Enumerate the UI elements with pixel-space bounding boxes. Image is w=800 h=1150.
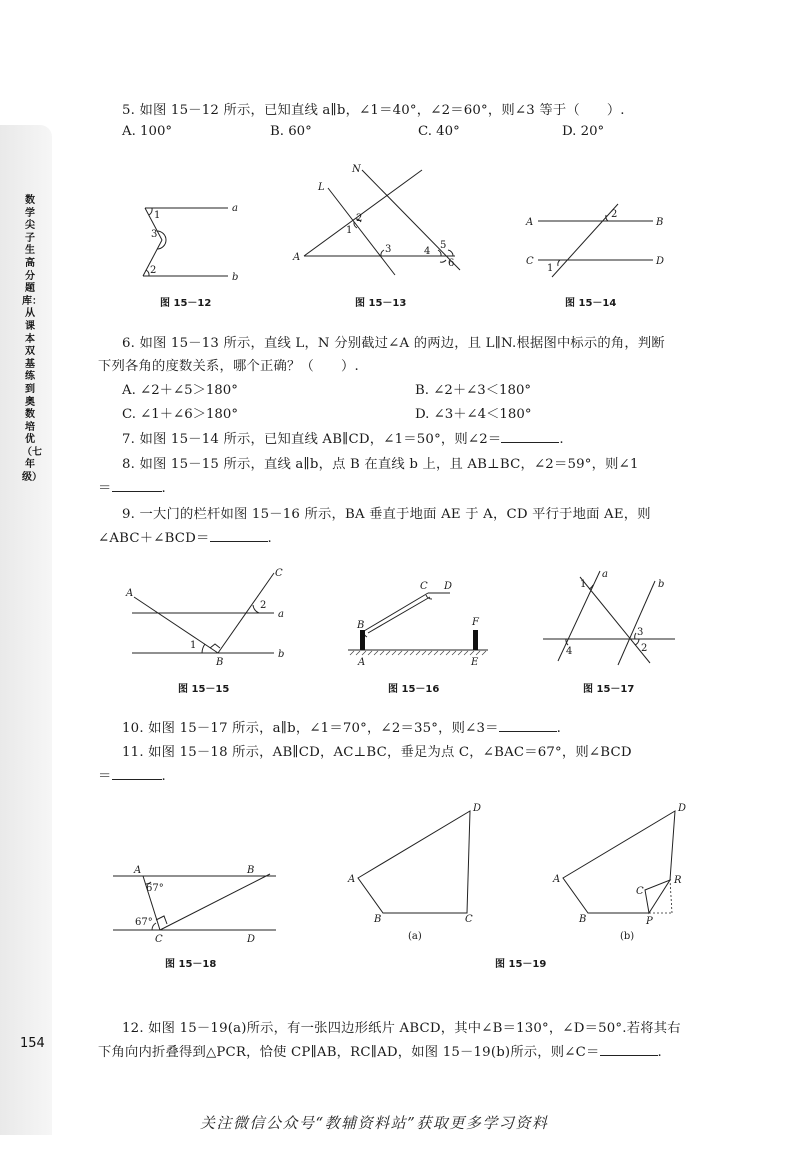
caption-15-15: 图 15－15 (178, 684, 230, 695)
angle-3: 3 (637, 627, 644, 638)
caption-15-18: 图 15－18 (165, 959, 217, 970)
q7-text: 7. 如图 15－14 所示，已知直线 AB∥CD，∠1＝50°，则∠2＝ (122, 432, 502, 447)
caption-15-16: 图 15－16 (388, 684, 440, 695)
label-B: B (357, 620, 365, 631)
label-D: D (444, 581, 453, 592)
q7-line (122, 428, 564, 447)
q10-line (122, 717, 561, 736)
q6-option-c: C. ∠1＋∠6＞180° (122, 407, 238, 422)
label-A: A (293, 252, 301, 263)
label-P: P (646, 916, 653, 927)
label-F: F (472, 617, 479, 628)
angle-4: 4 (566, 646, 573, 657)
q10-end: . (556, 721, 562, 736)
figure-15-19a (340, 800, 490, 945)
q9-answer-blank[interactable] (210, 529, 268, 542)
label-A: A (134, 865, 142, 876)
angle-4: 4 (424, 246, 431, 257)
q11-line2 (98, 765, 166, 784)
q12-end: . (657, 1045, 662, 1060)
q12-text: 下角向内折叠得到△PCR，恰使 CP∥AB，RC∥AD，如图 15－19(b)所示，则∠C＝ (98, 1045, 600, 1060)
caption-15-13: 图 15－13 (355, 298, 407, 309)
q10-answer-blank[interactable] (499, 719, 557, 732)
label-A: A (348, 874, 356, 885)
q12-line1: 12. 如图 15－19(a)所示，有一张四边形纸片 ABCD，其中∠B＝130°，∠D＝50°.若将其右 (122, 1021, 681, 1036)
angle-1: 1 (346, 225, 353, 236)
label-B: B (216, 657, 224, 668)
figure-15-16 (340, 575, 505, 675)
sub-b: (b) (620, 931, 635, 942)
label-N: N (352, 164, 361, 175)
q7-answer-blank[interactable] (501, 430, 559, 443)
label-D: D (656, 256, 665, 267)
q5-option-b: B. 60° (270, 124, 312, 139)
angle-2: 2 (150, 265, 157, 276)
label-B: B (247, 865, 255, 876)
q6-option-a: A. ∠2＋∠5＞180° (122, 383, 238, 398)
label-C: C (526, 256, 534, 267)
label-C: C (465, 914, 473, 925)
label-B: B (374, 914, 382, 925)
figure-15-19b (545, 800, 700, 945)
book-title: 数学尖子生高分题库：从课本双基练到奥数培优（七年级） (22, 195, 42, 484)
q6-line1: 6. 如图 15－13 所示，直线 L，N 分别截过∠A 的两边，且 L∥N.根据图中标示的角，判断 (122, 336, 665, 351)
label-b: b (278, 649, 285, 660)
label-b: b (658, 579, 665, 590)
figure-15-12 (130, 195, 250, 290)
label-C: C (420, 581, 428, 592)
figure-15-18 (108, 860, 283, 945)
q5-option-a: A. 100° (122, 124, 173, 139)
angle-3: 3 (151, 229, 158, 240)
q11-end: . (161, 769, 166, 784)
figure-15-14 (520, 200, 670, 285)
q8-line2 (98, 477, 166, 496)
label-a: a (232, 203, 238, 214)
q5-option-d: D. 20° (562, 124, 605, 139)
q9-text: ∠ABC＋∠BCD＝ (98, 531, 210, 546)
angle-1: 1 (580, 579, 587, 590)
label-A: A (126, 588, 134, 599)
q8-line1: 8. 如图 15－15 所示，直线 a∥b，点 B 在直线 b 上，且 AB⊥BC，∠2＝59°，则∠1 (122, 457, 639, 472)
q10-text: 10. 如图 15－17 所示，a∥b，∠1＝70°，∠2＝35°，则∠3＝ (122, 721, 499, 736)
q5-option-c: C. 40° (418, 124, 460, 139)
q8-eq: ＝ (98, 481, 112, 496)
q11-line1: 11. 如图 15－18 所示，AB∥CD，AC⊥BC，垂足为点 C，∠BAC＝67°，则∠BCD (122, 745, 632, 760)
label-a: a (602, 569, 608, 580)
angle-1: 1 (547, 263, 554, 274)
figure-15-15 (122, 565, 297, 670)
angle-2: 2 (260, 600, 267, 611)
angle-6: 6 (448, 258, 455, 269)
q9-line1: 9. 一大门的栏杆如图 15－16 所示，BA 垂直于地面 AE 于 A，CD 平行于地面 AE，则 (122, 507, 651, 522)
label-C: C (636, 886, 644, 897)
figure-15-17 (540, 565, 685, 670)
page-number: 154 (20, 1036, 45, 1051)
label-E: E (471, 657, 479, 668)
q6-option-d: D. ∠3＋∠4＜180° (415, 407, 532, 422)
q9-line2 (98, 527, 272, 546)
angle-1: 1 (154, 210, 161, 221)
caption-15-14: 图 15－14 (565, 298, 617, 309)
angle-5: 5 (440, 240, 447, 251)
q6-line2: 下列各角的度数关系，哪个正确？（ ）. (98, 359, 359, 374)
label-B: B (579, 914, 587, 925)
label-D: D (473, 803, 482, 814)
caption-15-12: 图 15－12 (160, 298, 212, 309)
q8-answer-blank[interactable] (112, 479, 162, 492)
caption-15-19: 图 15－19 (495, 959, 547, 970)
label-R: R (674, 875, 682, 886)
label-A: A (358, 657, 366, 668)
q6-option-b: B. ∠2＋∠3＜180° (415, 383, 532, 398)
caption-15-17: 图 15－17 (583, 684, 635, 695)
label-L: L (318, 182, 325, 193)
label-D: D (247, 934, 256, 945)
footer-note: 关注微信公众号“教辅资料站”获取更多学习资料 (200, 1114, 549, 1132)
label-b: b (232, 272, 239, 283)
q9-end: . (267, 531, 272, 546)
q12-answer-blank[interactable] (600, 1043, 658, 1056)
q12-line2 (98, 1041, 662, 1060)
angle-2: 2 (641, 643, 648, 654)
angle-1: 1 (190, 640, 197, 651)
label-D: D (678, 803, 687, 814)
label-A: A (553, 874, 561, 885)
angle-2: 2 (611, 209, 618, 220)
label-C: C (275, 568, 283, 579)
label-a: a (278, 609, 284, 620)
angle-67-top: 67° (146, 883, 164, 894)
q11-eq: ＝ (98, 769, 112, 784)
q5-text: 5. 如图 15－12 所示，已知直线 a∥b，∠1＝40°，∠2＝60°，则∠3 等于（ ）. (122, 103, 625, 118)
q7-end: . (559, 432, 564, 447)
label-B: B (656, 217, 664, 228)
label-A: A (526, 217, 534, 228)
sub-a: (a) (408, 931, 422, 942)
label-C: C (155, 934, 163, 945)
q11-answer-blank[interactable] (112, 767, 162, 780)
q8-end: . (161, 481, 166, 496)
angle-3: 3 (385, 244, 392, 255)
angle-2: 2 (356, 213, 363, 224)
angle-67-bottom: 67° (135, 917, 153, 928)
figure-15-13 (290, 160, 470, 285)
